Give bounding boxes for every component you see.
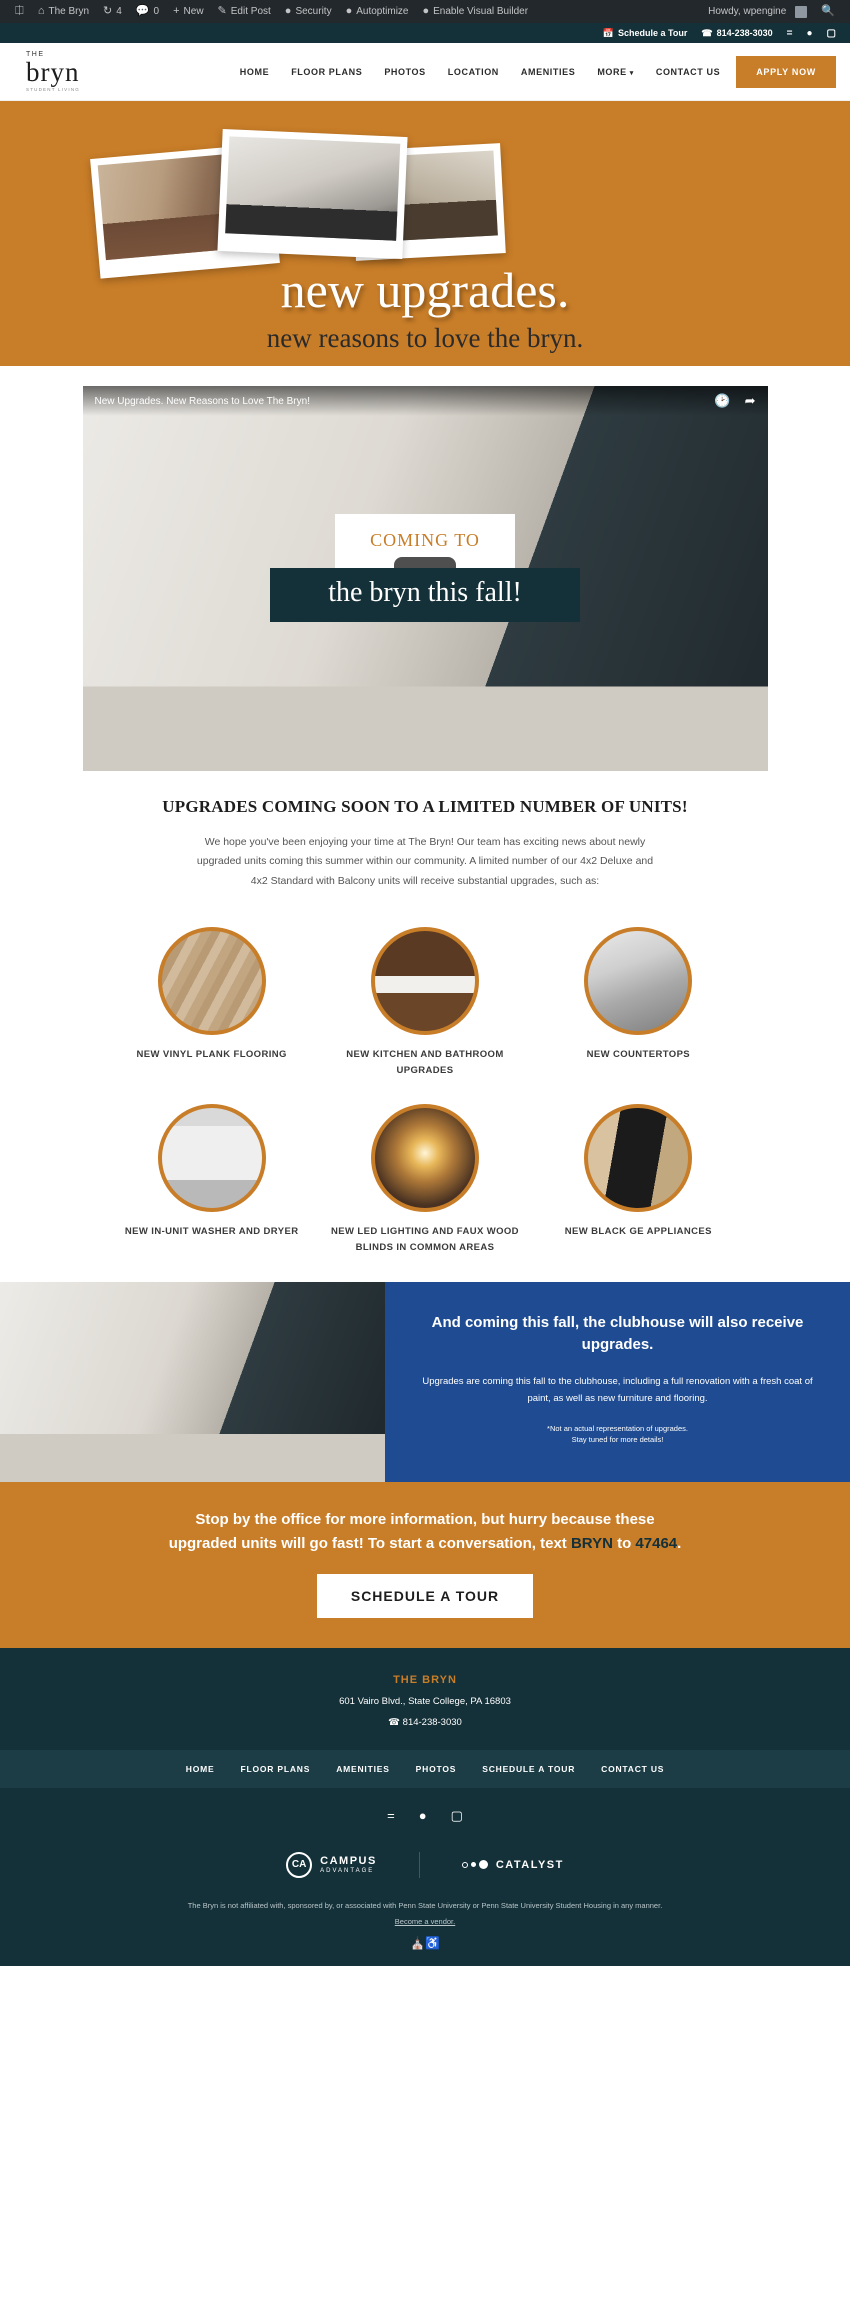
- clubhouse-note-line2: Stay tuned for more details!: [571, 1435, 664, 1445]
- upgrade-item-led-lighting: [318, 1090, 531, 1256]
- clubhouse-paragraph: Upgrades are coming this fall to the clubhouse, including a full renovation with a fresh coat of paint, as well as new furniture and flooring.: [422, 1375, 813, 1404]
- nav-item-contact-us[interactable]: CONTACT US: [655, 66, 721, 77]
- footer-nav-floor-plans[interactable]: FLOOR PLANS: [240, 1763, 311, 1774]
- cta-heading: [95, 1508, 755, 1556]
- footer-nav-home[interactable]: HOME: [185, 1763, 215, 1774]
- upgrade-label-appliances: NEW BLACK GE APPLIANCES: [564, 1225, 712, 1237]
- new-content-button[interactable]: [166, 0, 210, 23]
- updates-count: 4: [116, 6, 122, 17]
- footer-phone-link[interactable]: [0, 1717, 850, 1728]
- nav-item-amenities[interactable]: AMENITIES: [520, 66, 576, 77]
- upgrade-label-countertops: NEW COUNTERTOPS: [586, 1049, 691, 1061]
- nav-more-label: MORE: [597, 66, 627, 77]
- video-overlay-coming-to: COMING TO: [335, 514, 515, 569]
- upgrade-item-flooring: [105, 913, 318, 1079]
- hero-photo-collage: [95, 127, 495, 267]
- led-lighting-photo: [371, 1104, 479, 1212]
- nav-item-photos[interactable]: PHOTOS: [384, 66, 426, 77]
- cta-number: 47464: [635, 1534, 678, 1552]
- schedule-tour-label: Schedule a Tour: [618, 28, 688, 38]
- clubhouse-banner: [0, 1282, 850, 1482]
- utility-bar: [0, 23, 850, 43]
- main-navigation: [0, 43, 850, 101]
- security-button[interactable]: [278, 0, 339, 23]
- clock-icon[interactable]: 🕑: [714, 393, 731, 408]
- footer-vendor-link[interactable]: [0, 1917, 850, 1936]
- howdy-menu[interactable]: [701, 0, 814, 23]
- video-player[interactable]: [83, 386, 768, 771]
- site-name-label: The Bryn: [48, 6, 90, 17]
- footer-phone-label: 814-238-3030: [402, 1716, 462, 1728]
- share-icon[interactable]: ➦: [744, 393, 756, 408]
- eye-icon: ●: [422, 5, 430, 17]
- footer-navigation: [0, 1750, 850, 1788]
- chevron-down-icon: ▾: [629, 69, 634, 77]
- rocket-icon: ●: [345, 5, 353, 17]
- security-label: Security: [295, 6, 332, 17]
- twitter-icon[interactable]: ●: [806, 27, 813, 39]
- update-icon: ↻: [103, 5, 113, 17]
- footer-nav-schedule-a-tour[interactable]: SCHEDULE A TOUR: [482, 1763, 576, 1774]
- site-name-menu[interactable]: [31, 0, 96, 23]
- cta-line2-end: .: [677, 1534, 682, 1552]
- cta-keyword: BRYN: [570, 1534, 613, 1552]
- washer-dryer-photo: [158, 1104, 266, 1212]
- catalyst-logo[interactable]: [462, 1859, 564, 1871]
- footer-property-name: THE BRYN: [393, 1673, 457, 1686]
- facebook-icon[interactable]: =: [387, 1807, 395, 1823]
- cta-section: [0, 1482, 850, 1648]
- upgrade-item-countertops: [532, 913, 745, 1079]
- autoptimize-button[interactable]: [339, 0, 416, 23]
- hero-subtitle: new reasons to love the bryn.: [266, 323, 584, 353]
- clubhouse-note-line1: *Not an actual representation of upgrades.: [547, 1424, 688, 1434]
- apply-now-button[interactable]: APPLY NOW: [736, 56, 836, 88]
- logo-name: bryn: [26, 56, 80, 87]
- cta-line2-pre: upgraded units will go fast! To start a conversation, text: [168, 1534, 571, 1552]
- hero-photo-kitchen: [217, 129, 407, 259]
- new-label: New: [183, 6, 204, 17]
- comments-count: 0: [153, 6, 160, 17]
- footer-address: 601 Vairo Blvd., State College, PA 16803: [339, 1695, 511, 1707]
- site-logo[interactable]: [26, 51, 80, 93]
- footer-contact: [0, 1648, 850, 1750]
- home-icon: ⌂: [37, 5, 45, 17]
- upgrade-item-washer-dryer: [105, 1090, 318, 1256]
- hero-banner: [0, 101, 850, 366]
- phone-link[interactable]: [701, 28, 772, 39]
- campus-advantage-line1: CAMPUS: [320, 1854, 377, 1867]
- countertops-photo: [584, 927, 692, 1035]
- pencil-icon: ✎: [217, 5, 227, 17]
- search-icon: 🔍: [821, 5, 835, 17]
- catalyst-dots-icon: [462, 1860, 488, 1869]
- clubhouse-text-panel: [385, 1282, 850, 1482]
- footer-brand-logos: [0, 1838, 850, 1894]
- twitter-icon[interactable]: ●: [418, 1807, 427, 1823]
- nav-item-floor-plans[interactable]: FLOOR PLANS: [291, 66, 363, 77]
- schedule-a-tour-button[interactable]: SCHEDULE A TOUR: [317, 1574, 533, 1618]
- wp-admin-bar: [0, 0, 850, 23]
- admin-bar-right: [701, 0, 842, 23]
- footer-disclaimer: The Bryn is not affiliated with, sponsored by, or associated with Penn State University or Penn State University Student Housing in any manner.: [0, 1894, 850, 1917]
- upgrade-label-washer-dryer: NEW IN-UNIT WASHER AND DRYER: [124, 1225, 299, 1237]
- visual-builder-label: Enable Visual Builder: [433, 6, 529, 17]
- video-top-bar: [83, 386, 768, 416]
- instagram-icon[interactable]: ▢: [450, 1807, 463, 1823]
- video-overlay-band: the bryn this fall!: [270, 568, 580, 622]
- catalyst-label: CATALYST: [495, 1858, 564, 1871]
- comments-button[interactable]: [129, 0, 166, 23]
- edit-post-label: Edit Post: [230, 6, 271, 17]
- comment-icon: 💬: [135, 5, 150, 17]
- facebook-icon[interactable]: =: [786, 27, 793, 39]
- upgrade-label-led-lighting: NEW LED LIGHTING AND FAUX WOOD BLINDS IN COMMON AREAS: [331, 1225, 519, 1253]
- campus-advantage-line2: ADVANTAGE: [320, 1867, 375, 1874]
- footer-nav-amenities[interactable]: AMENITIES: [336, 1763, 390, 1774]
- shield-icon: ●: [284, 5, 292, 17]
- nav-item-more[interactable]: [597, 67, 634, 77]
- clubhouse-photo: [0, 1282, 385, 1482]
- upgrade-item-kitchen-bath: [318, 913, 531, 1079]
- footer-vendor-label: Become a vendor.: [394, 1916, 456, 1926]
- updates-button[interactable]: [96, 0, 129, 23]
- instagram-icon[interactable]: ▢: [826, 27, 836, 39]
- equal-housing-and-accessibility-icons: ⛪♿: [0, 1936, 850, 1966]
- cta-line2-mid: to: [612, 1534, 636, 1552]
- nav-item-location[interactable]: LOCATION: [447, 66, 499, 77]
- upgrade-label-flooring: NEW VINYL PLANK FLOORING: [136, 1049, 287, 1061]
- footer-social-links: [0, 1788, 850, 1838]
- campus-advantage-mark: CA: [286, 1852, 312, 1878]
- autoptimize-label: Autoptimize: [356, 6, 409, 17]
- hero-title: new upgrades.: [280, 262, 570, 318]
- howdy-label: Howdy, wpengine: [708, 6, 787, 17]
- phone-icon: ☎: [701, 27, 713, 38]
- logo-tagline: STUDENT LIVING: [26, 86, 80, 92]
- upgrade-label-kitchen-bath: NEW KITCHEN AND BATHROOM UPGRADES: [346, 1049, 504, 1077]
- campus-advantage-logo[interactable]: [286, 1852, 377, 1878]
- admin-search-button[interactable]: [814, 0, 842, 23]
- enable-visual-builder-button[interactable]: [415, 0, 535, 23]
- clubhouse-heading: And coming this fall, the clubhouse will also receive upgrades.: [431, 1313, 804, 1354]
- video-title: New Upgrades. New Reasons to Love The Bryn!: [94, 395, 310, 407]
- edit-post-button[interactable]: [211, 0, 278, 23]
- calendar-icon: 📅: [602, 27, 615, 38]
- vinyl-plank-flooring-photo: [158, 927, 266, 1035]
- plus-icon: +: [173, 5, 180, 17]
- kitchen-bathroom-photo: [371, 927, 479, 1035]
- nav-links: [80, 67, 736, 77]
- avatar: [795, 6, 807, 18]
- upgrade-item-appliances: [532, 1090, 745, 1256]
- wordpress-icon: ⎅: [15, 5, 24, 17]
- upgrades-grid: [105, 913, 745, 1256]
- schedule-tour-link[interactable]: [603, 28, 688, 39]
- video-section: [0, 366, 850, 771]
- wp-logo-button[interactable]: [8, 0, 31, 23]
- footer-nav-photos[interactable]: PHOTOS: [415, 1763, 457, 1774]
- phone-label: 814-238-3030: [716, 28, 773, 38]
- upgrades-copy: We hope you've been enjoying your time at The Bryn! Our team has exciting news about newly upgraded units coming this summer within our community. A limited number of our 4x2 Deluxe and 4x2 Standard with Balcony units will receive substantial upgrades, such as:: [196, 836, 654, 887]
- nav-item-home[interactable]: HOME: [239, 66, 270, 77]
- phone-icon: ☎: [388, 1716, 401, 1728]
- black-appliances-photo: [584, 1104, 692, 1212]
- brand-divider: [419, 1852, 420, 1878]
- cta-line1: Stop by the office for more information, but hurry because these: [195, 1510, 655, 1528]
- logo-the: THE: [26, 50, 45, 58]
- footer-nav-contact-us[interactable]: CONTACT US: [601, 1763, 665, 1774]
- upgrades-heading: UPGRADES COMING SOON TO A LIMITED NUMBER OF UNITS!: [162, 797, 688, 816]
